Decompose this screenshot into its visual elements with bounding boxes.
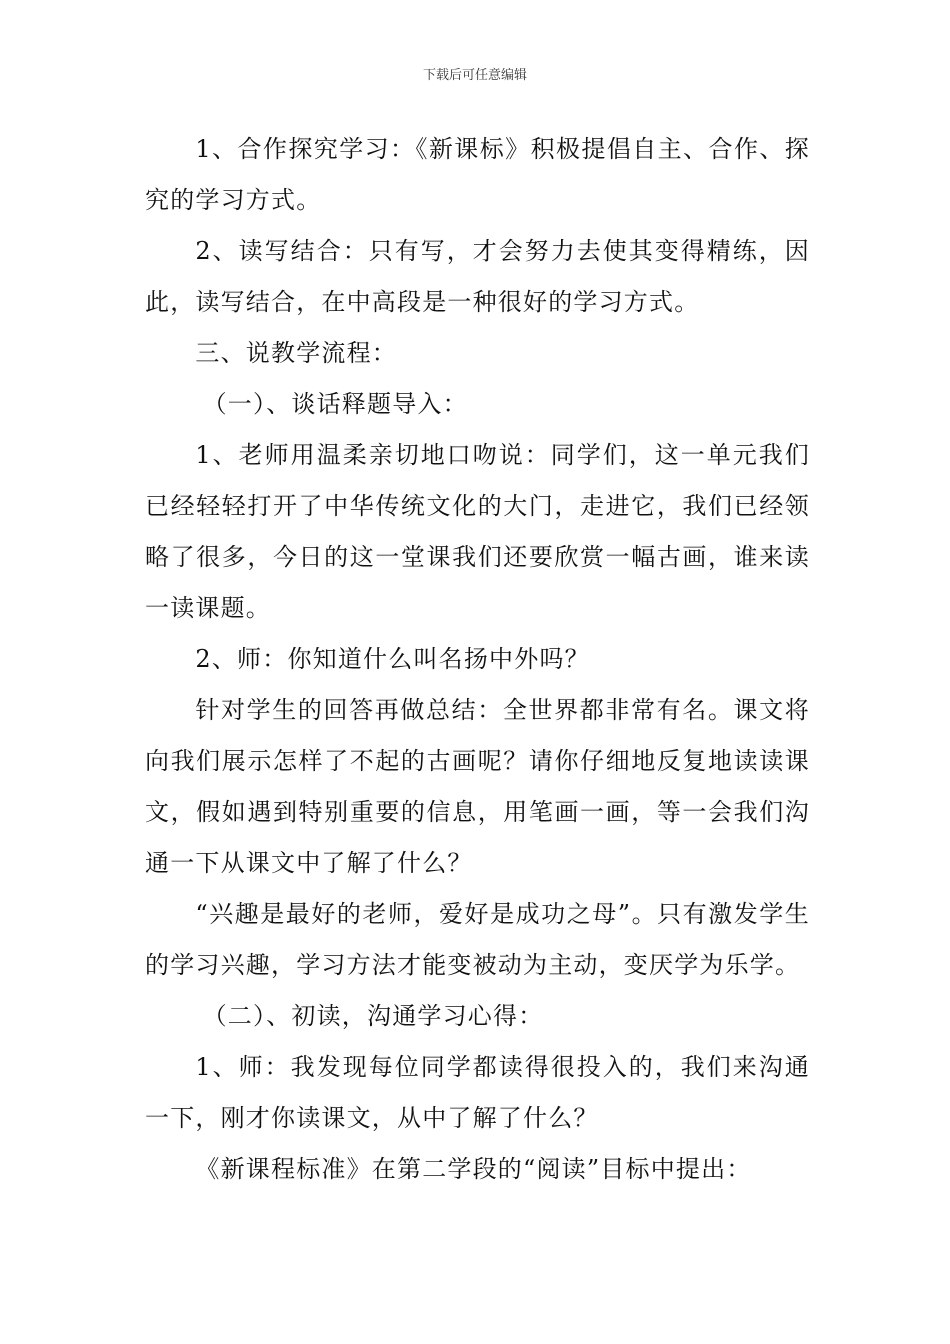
paragraph-2: 2、读写结合：只有写，才会努力去使其变得精练，因此，读写结合，在中高段是一种很好的学习方式。 (145, 237, 810, 316)
page-header: 下载后可任意编辑 (422, 68, 527, 83)
document-body (145, 124, 810, 1195)
subsection-heading-1: （一）、谈话释题导入： (202, 390, 468, 418)
paragraph-8: 《新课程标准》在第二学段的“阅读”目标中提出： (195, 1155, 752, 1183)
paragraph-5: 针对学生的回答再做总结：全世界都非常有名。课文将向我们展示怎样了不起的古画呢？请你仔细地反复地读读课文，假如遇到特别重要的信息，用笔画一画，等一会我们沟通一下从课文中了解了什么？ (145, 696, 810, 877)
subsection-heading-2: （二）、初读，沟通学习心得： (202, 1002, 544, 1030)
paragraph-6: “兴趣是最好的老师，爱好是成功之母”。只有激发学生的学习兴趣，学习方法才能变被动为主动，变厌学为乐学。 (145, 900, 810, 979)
section-heading-3: 三、说教学流程： (195, 339, 397, 367)
paragraph-4: 2、师：你知道什么叫名扬中外吗？ (195, 645, 590, 673)
paragraph-3: 1、老师用温柔亲切地口吻说：同学们，这一单元我们已经轻轻打开了中华传统文化的大门，走进它，我们已经领略了很多，今日的这一堂课我们还要欣赏一幅古画，谁来读一读课题。 (145, 441, 810, 622)
paragraph-7: 1、师：我发现每位同学都读得很投入的，我们来沟通一下，刚才你读课文，从中了解了什么？ (145, 1053, 810, 1132)
paragraph-1: 1、合作探究学习：《新课标》积极提倡自主、合作、探究的学习方式。 (145, 135, 810, 214)
